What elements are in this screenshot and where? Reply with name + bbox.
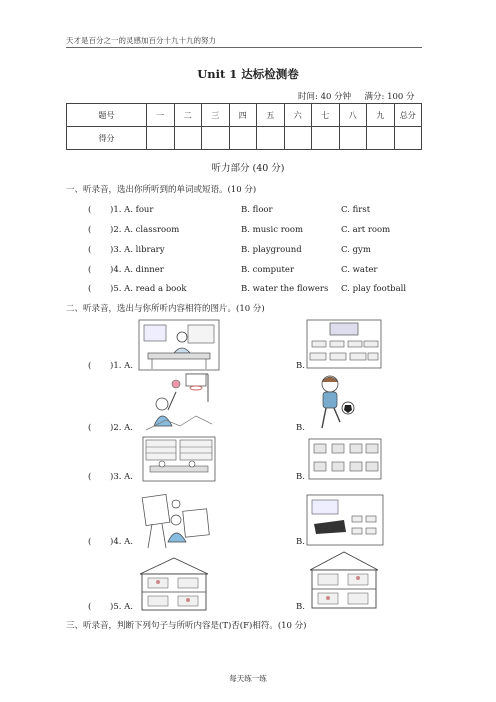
picture-option-b-label: B.	[296, 602, 305, 612]
library-picture[interactable]	[142, 436, 216, 482]
option-b: B. music room	[241, 225, 304, 235]
answer-paren[interactable]: (	[88, 265, 92, 275]
option-b: B. playground	[241, 245, 302, 255]
score-cell: 三	[202, 104, 230, 127]
option-a: )1. A. four	[110, 205, 154, 215]
score-table-header-row	[67, 104, 422, 127]
answer-paren[interactable]: (	[88, 205, 92, 215]
header-rule	[66, 47, 422, 48]
score-cell: 二	[174, 104, 202, 127]
score-blank[interactable]	[367, 127, 395, 150]
full-score: 满分: 100 分	[364, 92, 415, 102]
listening-section-title: 听力部分 (40 分)	[211, 163, 285, 174]
part3-heading: 三、听录音，判断下列句子与所听内容是(T)否(F)相符。(10 分)	[66, 621, 307, 631]
option-a: )2. A. classroom	[110, 225, 180, 235]
answer-paren[interactable]: (	[88, 284, 92, 294]
exam-title: Unit 1 达标检测卷	[197, 67, 299, 81]
score-cell: 五	[257, 104, 285, 127]
picture-option-a-label: )5. A.	[110, 602, 133, 612]
score-cell: 题号	[67, 104, 147, 127]
exam-meta	[298, 90, 415, 102]
header-motto: 天才是百分之一的灵感加百分十九十九的努力	[66, 36, 216, 45]
part1-heading: 一、听录音，选出你所听到的单词或短语。(10 分)	[66, 185, 257, 195]
score-cell: 八	[339, 104, 367, 127]
computer-room-picture[interactable]	[308, 438, 382, 480]
option-c: C. first	[341, 205, 371, 215]
score-cell: 七	[312, 104, 340, 127]
answer-paren[interactable]: (	[88, 361, 92, 371]
option-b: B. computer	[241, 265, 295, 275]
score-blank[interactable]	[229, 127, 257, 150]
score-blank[interactable]	[147, 127, 175, 150]
option-c: C. gym	[341, 245, 371, 255]
answer-paren[interactable]: (	[88, 537, 92, 547]
option-c: C. art room	[341, 225, 391, 235]
music-room-picture[interactable]	[306, 494, 384, 546]
score-table	[66, 103, 422, 150]
art-class-picture[interactable]	[140, 490, 216, 550]
option-b: B. floor	[241, 205, 273, 215]
picture-option-b-label: B.	[296, 361, 305, 371]
score-cell: 总分	[394, 104, 422, 127]
score-blank[interactable]	[312, 127, 340, 150]
answer-paren[interactable]: (	[88, 472, 92, 482]
picture-option-a-label: )1. A.	[110, 361, 133, 371]
score-cell: 四	[229, 104, 257, 127]
score-blank[interactable]	[257, 127, 285, 150]
score-blank[interactable]	[284, 127, 312, 150]
answer-paren[interactable]: (	[88, 225, 92, 235]
picture-option-a-label: )4. A.	[110, 537, 133, 547]
score-row-label: 得分	[67, 127, 147, 150]
option-a: )3. A. library	[110, 245, 165, 255]
option-b: B. water the flowers	[241, 284, 329, 294]
picture-option-b-label: B.	[296, 537, 305, 547]
option-c: C. play football	[341, 284, 407, 294]
picture-option-b-label: B.	[296, 423, 305, 433]
school-building-picture-a[interactable]	[138, 556, 210, 612]
picture-option-b-label: B.	[296, 472, 305, 482]
picture-option-a-label: )3. A.	[110, 472, 133, 482]
option-a: )5. A. read a book	[110, 284, 187, 294]
score-cell: 一	[147, 104, 175, 127]
option-a: )4. A. dinner	[110, 265, 164, 275]
option-c: C. water	[341, 265, 378, 275]
score-cell: 六	[284, 104, 312, 127]
answer-paren[interactable]: (	[88, 602, 92, 612]
score-blank[interactable]	[202, 127, 230, 150]
answer-paren[interactable]: (	[88, 423, 92, 433]
score-blank[interactable]	[394, 127, 422, 150]
teacher-office-picture[interactable]	[138, 319, 220, 371]
score-cell: 九	[367, 104, 395, 127]
score-blank[interactable]	[339, 127, 367, 150]
classroom-desks-picture[interactable]	[306, 319, 382, 369]
picture-option-a-label: )2. A.	[110, 423, 133, 433]
page-footer: 每天练一练	[229, 674, 267, 683]
football-boy-picture[interactable]	[314, 372, 356, 432]
basketball-boy-picture[interactable]	[146, 372, 212, 432]
answer-paren[interactable]: (	[88, 245, 92, 255]
score-blank[interactable]	[174, 127, 202, 150]
time-limit: 时间: 40 分钟	[298, 92, 352, 102]
school-building-picture-b[interactable]	[308, 550, 380, 610]
score-table-score-row	[67, 127, 422, 150]
part2-heading: 二、听录音，选出与你所听内容相符的图片。(10 分)	[66, 304, 265, 314]
